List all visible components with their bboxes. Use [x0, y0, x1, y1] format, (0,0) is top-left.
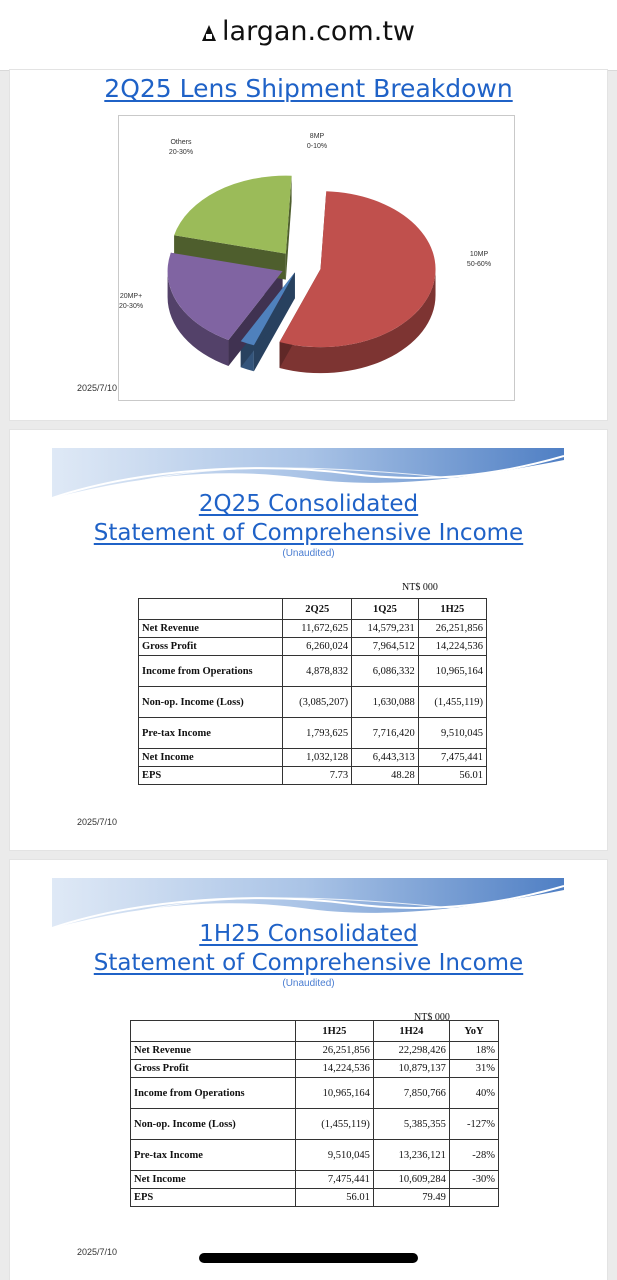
cell-value: 40%: [449, 1078, 498, 1109]
table-row: [139, 620, 487, 638]
table-row: [131, 1109, 499, 1140]
table-row: [131, 1140, 499, 1171]
cell-value: 18%: [449, 1042, 498, 1060]
cell-value: 10,609,284: [373, 1171, 449, 1189]
column-header: YoY: [449, 1021, 498, 1042]
table-row: [139, 656, 487, 687]
cell-value: 31%: [449, 1060, 498, 1078]
lock-icon: [202, 25, 216, 41]
column-header: 1H25: [418, 599, 486, 620]
pie-label-20mp+: 20MP+: [119, 293, 143, 300]
cell-value: -127%: [449, 1109, 498, 1140]
currency-unit: NT$ 000: [402, 582, 438, 593]
cell-value: 14,579,231: [352, 620, 419, 638]
cell-value: (1,455,119): [418, 687, 486, 718]
browser-url-bar[interactable]: [0, 0, 617, 71]
cell-value: 48.28: [352, 767, 419, 785]
title-line-2: Statement of Comprehensive Income: [93, 520, 524, 546]
cell-value: 7,475,441: [295, 1171, 373, 1189]
cell-value: 6,086,332: [352, 656, 419, 687]
row-label: Non-op. Income (Loss): [131, 1109, 296, 1140]
income-table: [130, 1020, 499, 1207]
currency-unit: NT$ 000: [414, 1012, 450, 1023]
cell-value: -30%: [449, 1171, 498, 1189]
pie-range-20mp+: 20-30%: [119, 303, 144, 310]
table-row: [139, 718, 487, 749]
cell-value: 1,793,625: [283, 718, 352, 749]
slide-2q25-income: [10, 430, 607, 850]
table-row: [131, 1060, 499, 1078]
table-row: [131, 1042, 499, 1060]
cell-value: 56.01: [418, 767, 486, 785]
pie-label-10mp: 10MP: [469, 251, 489, 258]
column-header: 2Q25: [283, 599, 352, 620]
cell-value: 7.73: [283, 767, 352, 785]
cell-value: 13,236,121: [373, 1140, 449, 1171]
cell-value: 4,878,832: [283, 656, 352, 687]
row-label: Income from Operations: [139, 656, 283, 687]
table-row: [131, 1078, 499, 1109]
cell-value: 22,298,426: [373, 1042, 449, 1060]
table-row: [131, 1189, 499, 1207]
cell-value: 9,510,045: [295, 1140, 373, 1171]
table-row: [139, 749, 487, 767]
cell-value: 7,475,441: [418, 749, 486, 767]
cell-value: (3,085,207): [283, 687, 352, 718]
cell-value: 26,251,856: [295, 1042, 373, 1060]
column-header: [139, 599, 283, 620]
row-label: Net Income: [131, 1171, 296, 1189]
cell-value: 79.49: [373, 1189, 449, 1207]
row-label: Pre-tax Income: [139, 718, 283, 749]
table-row: [131, 1171, 499, 1189]
title-line-1: 2Q25 Consolidated: [198, 491, 419, 517]
pie-label-others: Others: [170, 139, 192, 146]
cell-value: 14,224,536: [295, 1060, 373, 1078]
column-header: 1Q25: [352, 599, 419, 620]
url-text: largan.com.tw: [222, 16, 415, 47]
slide-title: [10, 920, 607, 978]
cell-value: 10,965,164: [418, 656, 486, 687]
row-label: EPS: [131, 1189, 296, 1207]
cell-value: 14,224,536: [418, 638, 486, 656]
cell-value: 6,260,024: [283, 638, 352, 656]
row-label: EPS: [139, 767, 283, 785]
row-label: Gross Profit: [139, 638, 283, 656]
pie-chart: [119, 116, 514, 400]
row-label: Net Income: [139, 749, 283, 767]
table-row: [139, 638, 487, 656]
cell-value: (1,455,119): [295, 1109, 373, 1140]
unaudited-note: (Unaudited): [282, 978, 335, 989]
title-line-1: 1H25 Consolidated: [199, 921, 418, 947]
income-table: [138, 598, 487, 785]
cell-value: 26,251,856: [418, 620, 486, 638]
column-header: 1H24: [373, 1021, 449, 1042]
pie-chart-frame: [118, 115, 515, 401]
slide-date: 2025/7/10: [77, 1247, 118, 1257]
column-header: 1H25: [295, 1021, 373, 1042]
slide-date: 2025/7/10: [77, 383, 118, 393]
cell-value: 56.01: [295, 1189, 373, 1207]
row-label: Non-op. Income (Loss): [139, 687, 283, 718]
slide-lens-shipment: [10, 70, 607, 420]
slide-title: [10, 490, 607, 548]
cell-value: 6,443,313: [352, 749, 419, 767]
title-line-2: Statement of Comprehensive Income: [93, 950, 524, 976]
row-label: Pre-tax Income: [131, 1140, 296, 1171]
pie-label-8mp: 8MP: [309, 133, 325, 140]
cell-value: 9,510,045: [418, 718, 486, 749]
cell-value: 7,716,420: [352, 718, 419, 749]
cell-value: 7,850,766: [373, 1078, 449, 1109]
row-label: Gross Profit: [131, 1060, 296, 1078]
cell-value: 1,032,128: [283, 749, 352, 767]
row-label: Net Revenue: [139, 620, 283, 638]
cell-value: 10,879,137: [373, 1060, 449, 1078]
home-indicator[interactable]: [199, 1253, 418, 1263]
slide-title: 2Q25 Lens Shipment Breakdown: [104, 74, 513, 103]
row-label: Income from Operations: [131, 1078, 296, 1109]
cell-value: 11,672,625: [283, 620, 352, 638]
cell-value: 10,965,164: [295, 1078, 373, 1109]
pie-range-others: 20-30%: [168, 149, 194, 156]
cell-value: [449, 1189, 498, 1207]
slide-date: 2025/7/10: [77, 817, 118, 827]
url-display[interactable]: [0, 16, 617, 47]
pie-range-10mp: 50-60%: [466, 261, 492, 268]
pie-range-8mp: 0-10%: [306, 143, 328, 150]
unaudited-note: (Unaudited): [282, 548, 335, 559]
column-header: [131, 1021, 296, 1042]
slide-1h25-income: [10, 860, 607, 1280]
cell-value: 7,964,512: [352, 638, 419, 656]
cell-value: 1,630,088: [352, 687, 419, 718]
row-label: Net Revenue: [131, 1042, 296, 1060]
table-row: [139, 767, 487, 785]
cell-value: -28%: [449, 1140, 498, 1171]
cell-value: 5,385,355: [373, 1109, 449, 1140]
table-row: [139, 687, 487, 718]
